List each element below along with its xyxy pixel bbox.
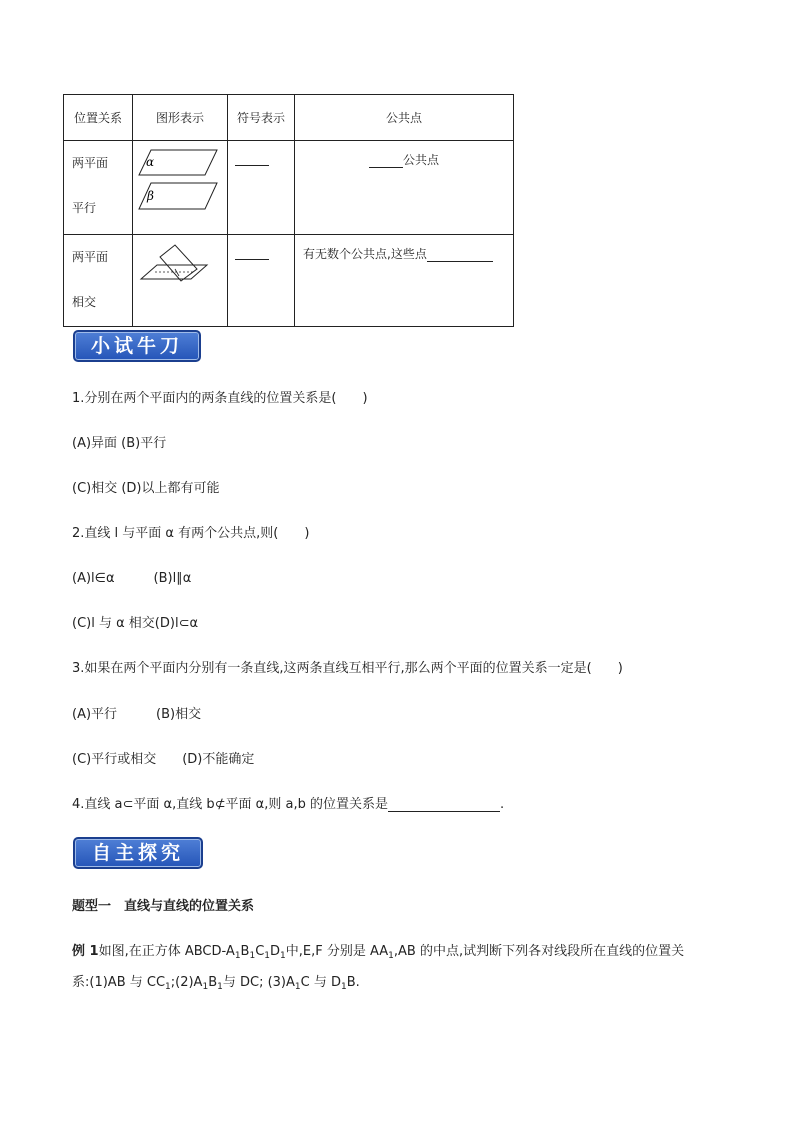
answer-blank bbox=[388, 797, 500, 812]
example-text: 系:(1)AB 与 CC bbox=[72, 975, 166, 990]
example-text: 与 DC; (3)A bbox=[222, 975, 295, 990]
figure-cell-intersecting bbox=[133, 235, 228, 327]
header-common-points: 公共点 bbox=[295, 95, 514, 141]
answer-blank bbox=[235, 245, 269, 260]
question-3-options-ab: (A)平行 (B)相交 bbox=[72, 707, 202, 722]
example-text: 如图,在正方体 ABCD-A bbox=[98, 944, 235, 959]
table-header-row bbox=[64, 95, 514, 141]
header-symbol: 符号表示 bbox=[228, 95, 295, 141]
example-text: C 与 D bbox=[300, 975, 341, 990]
parallel-planes-figure bbox=[133, 141, 226, 231]
answer-blank bbox=[235, 151, 269, 166]
subscript: 1 bbox=[234, 951, 241, 961]
figure-cell-parallel bbox=[133, 141, 228, 235]
question-2-options-ab: (A)l∈α (B)l∥α bbox=[72, 571, 192, 586]
subscript: 1 bbox=[217, 982, 223, 992]
explore-section-banner: 自主探究 bbox=[73, 837, 203, 869]
question-4-end: . bbox=[499, 797, 505, 812]
beta-label: β bbox=[147, 189, 154, 203]
answer-blank bbox=[427, 247, 493, 262]
alpha-label: α bbox=[146, 155, 155, 169]
common-cell-intersecting bbox=[295, 235, 514, 327]
subscript: 1 bbox=[202, 982, 209, 992]
example-text: ,AB 的中点,试判断下列各对线段所在直线的位置关 bbox=[393, 944, 685, 959]
header-relation: 位置关系 bbox=[64, 95, 133, 141]
subscript: 1 bbox=[165, 982, 171, 992]
example-label: 例 1 bbox=[72, 944, 99, 959]
subscript: 1 bbox=[388, 951, 394, 961]
example-text: ;(2)A bbox=[170, 975, 203, 990]
question-1: 1.分别在两个平面内的两条直线的位置关系是( ) bbox=[72, 391, 368, 406]
table-row-parallel bbox=[64, 141, 514, 235]
subscript: 1 bbox=[280, 951, 286, 961]
common-points-text: 公共点 bbox=[402, 153, 439, 167]
topic-heading: 题型一 直线与直线的位置关系 bbox=[72, 899, 255, 914]
example-text: 中,E,F 分别是 AA bbox=[285, 944, 389, 959]
subscript: 1 bbox=[264, 951, 271, 961]
relation-cell-intersecting bbox=[64, 235, 133, 327]
question-3-options-cd: (C)平行或相交 (D)不能确定 bbox=[72, 752, 255, 767]
common-cell-parallel bbox=[295, 141, 514, 235]
relation-text: 两平面 bbox=[72, 156, 109, 170]
example-1-line-2: 系:(1)AB 与 $CC_1;(2)A_1B_1$与 DC; $(3)A_1C$ 与 $D_1B$. bbox=[72, 975, 360, 992]
position-relation-table bbox=[63, 94, 514, 327]
horizontal-plane-shape bbox=[141, 265, 207, 279]
question-3: 3.如果在两个平面内分别有一条直线,这两条直线互相平行,那么两个平面的位置关系一定是( ) bbox=[72, 661, 623, 676]
relation-text: 两平面 bbox=[72, 250, 109, 264]
subscript: 1 bbox=[249, 951, 256, 961]
question-1-options-ab: (A)异面 (B)平行 bbox=[72, 436, 167, 451]
symbol-cell-intersecting bbox=[228, 235, 295, 327]
question-2: 2.直线 l 与平面 α 有两个公共点,则( ) bbox=[72, 526, 310, 541]
subscript: 1 bbox=[294, 982, 301, 992]
question-1-options-cd: (C)相交 (D)以上都有可能 bbox=[72, 481, 220, 496]
intersecting-planes-figure bbox=[133, 235, 226, 323]
question-4-text: 4.直线 a⊂平面 α,直线 b⊄平面 α,则 a,b 的位置关系是 bbox=[72, 797, 388, 812]
table-row-intersecting bbox=[64, 235, 514, 327]
relation-text: 相交 bbox=[72, 295, 97, 309]
relation-cell-parallel bbox=[64, 141, 133, 235]
subscript: 1 bbox=[340, 982, 347, 992]
question-2-options-cd: (C)l 与 α 相交(D)l⊂α bbox=[72, 616, 199, 631]
example-1-line-1: 例 1如图,在正方体 ABCD-$A_1B_1C_1D_1$中,E,F 分别是 $AA_1,AB$ 的中点,试判断下列各对线段所在直线的位置关 bbox=[72, 944, 685, 961]
common-points-text: 有无数个公共点,这些点 bbox=[303, 247, 427, 261]
symbol-cell-parallel bbox=[228, 141, 295, 235]
relation-text: 平行 bbox=[72, 201, 97, 215]
example-text: B. bbox=[346, 975, 360, 990]
answer-blank bbox=[369, 153, 403, 168]
question-4 bbox=[72, 793, 504, 812]
header-figure: 图形表示 bbox=[133, 95, 228, 141]
practice-section-banner: 小试牛刀 bbox=[73, 330, 201, 362]
